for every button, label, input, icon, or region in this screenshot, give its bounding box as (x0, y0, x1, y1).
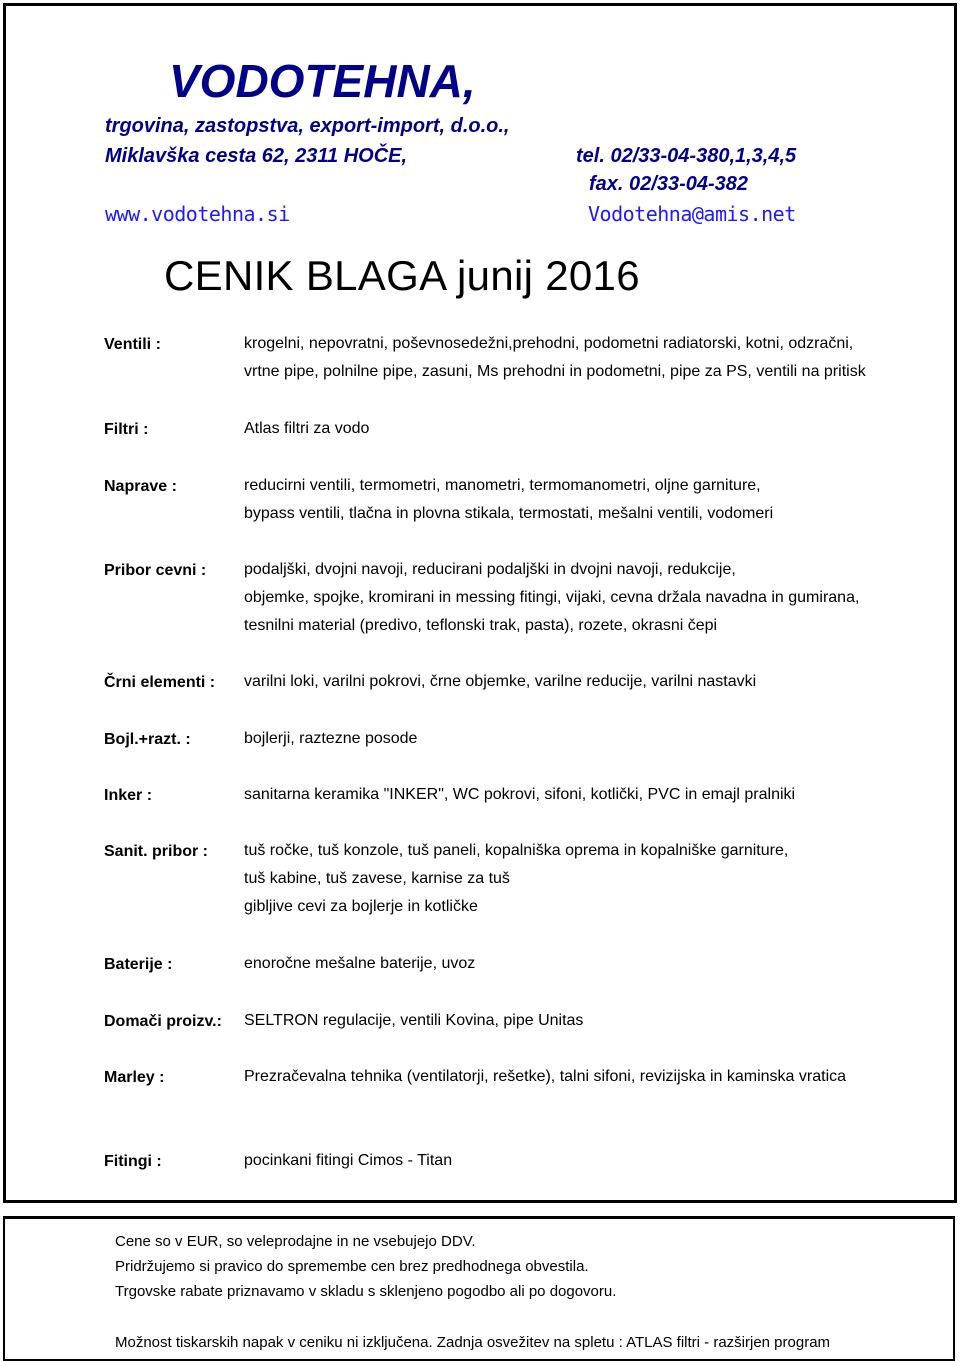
category-items (244, 472, 773, 528)
phone-number: tel. 02/33-04-380,1,3,4,5 (576, 145, 797, 167)
category-label: Bojl.+razt. : (104, 731, 191, 748)
category-item-line: gibljive cevi za bojlerje in kotličke (244, 898, 478, 915)
category-item-line: tuš ročke, tuš konzole, tuš paneli, kopalniška oprema in kopalniške garniture, (244, 842, 789, 859)
category-item-line: tuš kabine, tuš zavese, karnise za tuš (244, 870, 510, 887)
category-label: Sanit. pribor : (104, 843, 208, 860)
website-link[interactable]: www.vodotehna.si (105, 202, 290, 226)
footer-note-discounts: Trgovske rabate priznavamo v skladu s sklenjeno pogodbo ali po dogovoru. (115, 1283, 617, 1300)
category-label: Fitingi : (104, 1153, 162, 1170)
category-items (244, 1063, 846, 1091)
company-description: trgovina, zastopstva, export-import, d.o.o., (105, 115, 510, 137)
category-label: Marley : (104, 1069, 165, 1086)
footer-note-disclaimer: Možnost tiskarskih napak v ceniku ni izključena. Zadnja osvežitev na spletu : ATLAS filtri - razširjen program (115, 1334, 831, 1351)
category-item-line: reducirni ventili, termometri, manometri, termomanometri, oljne garniture, (244, 477, 761, 494)
category-items (244, 556, 859, 640)
category-item-line: bojlerji, raztezne posode (244, 730, 418, 747)
category-item-line: varilni loki, varilni pokrovi, črne objemke, varilne reducije, varilni nastavki (244, 673, 757, 690)
category-items (244, 330, 866, 386)
category-items (244, 725, 417, 753)
category-label: Pribor cevni : (104, 562, 207, 579)
email-link[interactable]: Vodotehna@amis.net (588, 202, 796, 226)
category-items (244, 950, 475, 978)
page-title: CENIK BLAGA junij 2016 (164, 252, 640, 299)
category-item-line: Atlas filtri za vodo (244, 420, 370, 437)
category-items (244, 837, 788, 921)
category-label: Inker : (104, 787, 153, 804)
category-item-line: podaljški, dvojni navoji, reducirani podaljški in dvojni navoji, redukcije, (244, 561, 736, 578)
company-name: VODOTEHNA, (169, 55, 476, 107)
category-item-line: krogelni, nepovratni, poševnosedežni,prehodni, podometni radiatorski, kotni, odzračni, (244, 335, 854, 352)
category-item-line: bypass ventili, tlačna in plovna stikala, termostati, mešalni ventili, vodomeri (244, 505, 774, 522)
category-label: Ventili : (104, 336, 161, 353)
category-items (244, 1007, 583, 1035)
category-item-line: SELTRON regulacije, ventili Kovina, pipe Unitas (244, 1012, 584, 1029)
company-address: Miklavška cesta 62, 2311 HOČE, (105, 145, 408, 167)
footer-note-changes: Pridržujemo si pravico do spremembe cen brez predhodnega obvestila. (115, 1258, 589, 1275)
footer-note-prices: Cene so v EUR, so veleprodajne in ne vsebujejo DDV. (115, 1233, 476, 1250)
category-items (244, 415, 369, 443)
category-item-line: Prezračevalna tehnika (ventilatorji, rešetke), talni sifoni, revizijska in kaminska vratica (244, 1068, 847, 1085)
category-items (244, 668, 756, 696)
category-label: Filtri : (104, 421, 149, 438)
category-label: Črni elementi : (104, 674, 216, 691)
category-label: Baterije : (104, 956, 173, 973)
category-items (244, 781, 795, 809)
category-label: Naprave : (104, 478, 177, 495)
category-item-line: tesnilni material (predivo, teflonski trak, pasta), rozete, okrasni čepi (244, 617, 718, 634)
category-item-line: vrtne pipe, polnilne pipe, zasuni, Ms prehodni in podometni, pipe za PS, ventili na pritisk (244, 363, 866, 380)
category-item-line: sanitarna keramika "INKER", WC pokrovi, sifoni, kotlički, PVC in emajl pralniki (244, 786, 796, 803)
fax-number: fax. 02/33-04-382 (589, 173, 749, 195)
category-item-line: enoročne mešalne baterije, uvoz (244, 955, 476, 972)
category-item-line: objemke, spojke, kromirani in messing fitingi, vijaki, cevna držala navadna in gumirana, (244, 589, 860, 606)
category-items (244, 1147, 452, 1175)
category-item-line: pocinkani fitingi Cimos - Titan (244, 1152, 453, 1169)
category-label: Domači proizv.: (104, 1013, 222, 1030)
